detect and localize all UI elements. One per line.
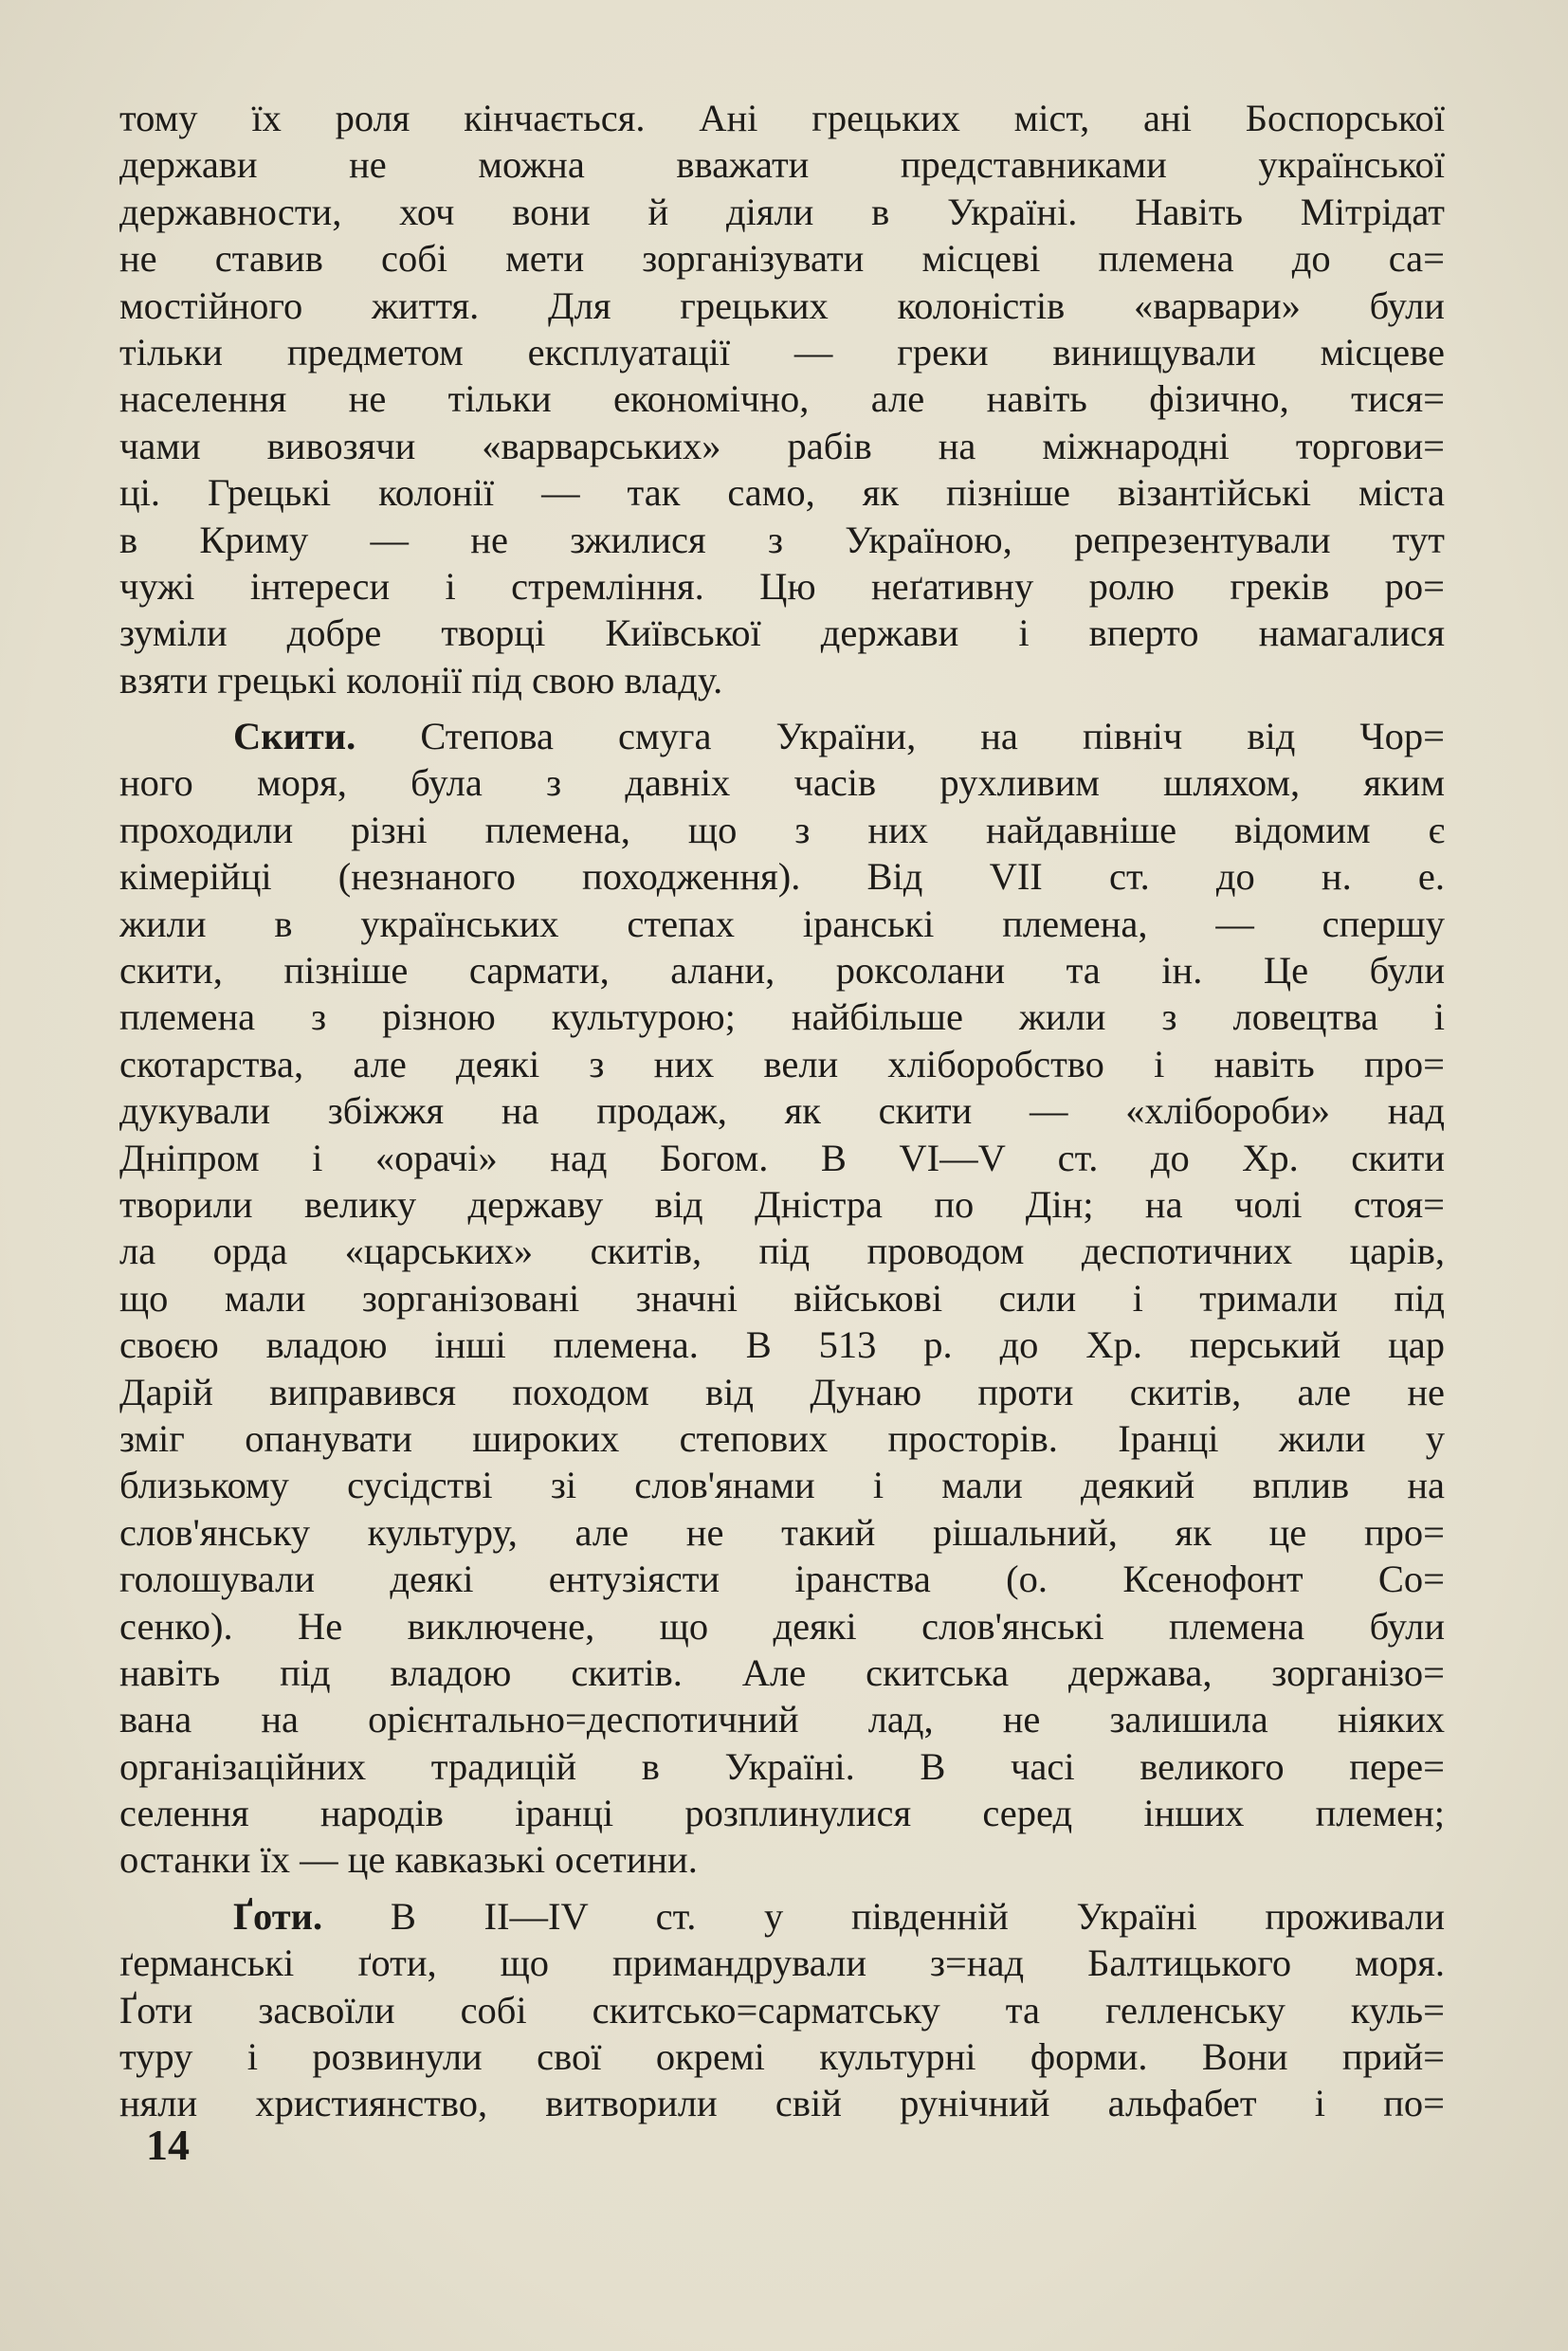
text-line: Ґоти засвоїли собі скитсько=сарматську та гелленську куль= [119, 1988, 1445, 2032]
page-number: 14 [146, 2121, 190, 2169]
text-line: туру і розвинули свої окремі культурні форми. Вони прий= [119, 2035, 1445, 2079]
text-line: населення не тільки економічно, але навіть фізично, тися= [119, 377, 1445, 421]
paragraph-scythians [119, 713, 1445, 1884]
text-line: не ставив собі мети зорганізувати місцеві племена до са= [119, 237, 1445, 281]
text-line: зуміли добре творці Київської держави і вперто намагалися [119, 611, 1445, 655]
text-line: навіть під владою скитів. Але скитська держава, зорганізо= [119, 1650, 1445, 1694]
text-line: дукували збіжжя на продаж, як скити — «хлібороби» над [119, 1089, 1445, 1133]
text-line: тільки предметом експлуатації — греки винищували місцеве [119, 330, 1445, 374]
text-line: ного моря, була з давніх часів рухливим шляхом, яким [119, 761, 1445, 805]
text-line: проходили різні племена, що з них найдавніше відомим є [119, 808, 1445, 851]
text-line: в Криму — не зжилися з Україною, репрезентували тут [119, 518, 1445, 561]
text-line: мостійного життя. Для грецьких колоністів «варвари» були [119, 283, 1445, 327]
text-line: останки їх — це кавказькі осетини. [119, 1838, 698, 1882]
text-line: слов'янську культуру, але не такий рішальний, як це про= [119, 1510, 1445, 1554]
text-line: племена з різною культурою; найбільше жили з ловецтва і [119, 995, 1445, 1039]
text-line: чужі інтереси і стремління. Цю неґативну ролю греків ро= [119, 564, 1445, 608]
text-line: няли християнство, витворили свій рунічний альфабет і по= [119, 2082, 1445, 2125]
text-line: тому їх роля кінчається. Ані грецьких міст, ані Боспорської [119, 97, 1445, 139]
page-text [119, 95, 1445, 2127]
text-line: взяти грецькі колонії під свою владу. [119, 658, 723, 702]
text-line: жили в українських степах іранські племена, — спершу [119, 902, 1445, 945]
text-line: ґерманські ґоти, що примандрували з=над Балтицького моря. [119, 1941, 1445, 1985]
text-line: кімерійці (незнаного походження). Від VII ст. до н. е. [119, 855, 1445, 899]
text-line: держави не можна вважати представниками української [119, 143, 1445, 187]
paragraph-goths [119, 1893, 1445, 2127]
section-heading-scythians: Скити. [233, 715, 356, 758]
text-line: Дніпром і «орачі» над Богом. В VI—V ст. до Хр. скити [119, 1136, 1445, 1179]
paragraph-first-line [119, 713, 1445, 759]
paragraph-greek-colonies [119, 95, 1445, 703]
text-line: чами вивозячи «варварських» рабів на міжнародні торгови= [119, 424, 1445, 467]
text-line: голошували деякі ентузіясти іранства (о. Ксенофонт Со= [119, 1558, 1445, 1601]
text-line: організаційних традицій в Україні. В часі великого пере= [119, 1744, 1445, 1788]
text-line: ла орда «царських» скитів, під проводом деспотичних царів, [119, 1230, 1445, 1273]
text-line: зміг опанувати широких степових просторів. Іранці жили у [119, 1416, 1445, 1460]
text-line: скотарства, але деякі з них вели хліборобство і навіть про= [119, 1042, 1445, 1085]
text-line: Дарій виправився походом від Дунаю проти скитів, але не [119, 1370, 1445, 1413]
text-line: скити, пізніше сармати, алани, роксолани та ін. Це були [119, 949, 1445, 993]
paragraph-first-line [119, 1893, 1445, 1940]
section-heading-goths: Ґоти. [233, 1894, 323, 1938]
text-line: ці. Грецькі колонії — так само, як пізніше візантійські міста [119, 471, 1445, 515]
text-line: вана на орієнтально=деспотичний лад, не залишила ніяких [119, 1698, 1445, 1741]
text-line: близькому сусідстві зі слов'янами і мали деякий вплив на [119, 1464, 1445, 1507]
text-line: селення народів іранці розплинулися серед інших племен; [119, 1792, 1445, 1835]
text-line: творили велику державу від Дністра по Дін; на чолі стоя= [119, 1182, 1445, 1226]
text-line: своєю владою інші племена. В 513 р. до Хр. перський цар [119, 1323, 1445, 1367]
text-line: сенко). Не виключене, що деякі слов'янські племена були [119, 1604, 1445, 1648]
text-line: Степова смуга України, на північ від Чор= [420, 715, 1445, 758]
text-line: В II—IV ст. у південній Україні проживали [390, 1894, 1445, 1938]
text-line: державности, хоч вони й діяли в Україні. Навіть Мітрідат [119, 190, 1445, 233]
text-line: що мали зорганізовані значні військові сили і тримали під [119, 1276, 1445, 1320]
